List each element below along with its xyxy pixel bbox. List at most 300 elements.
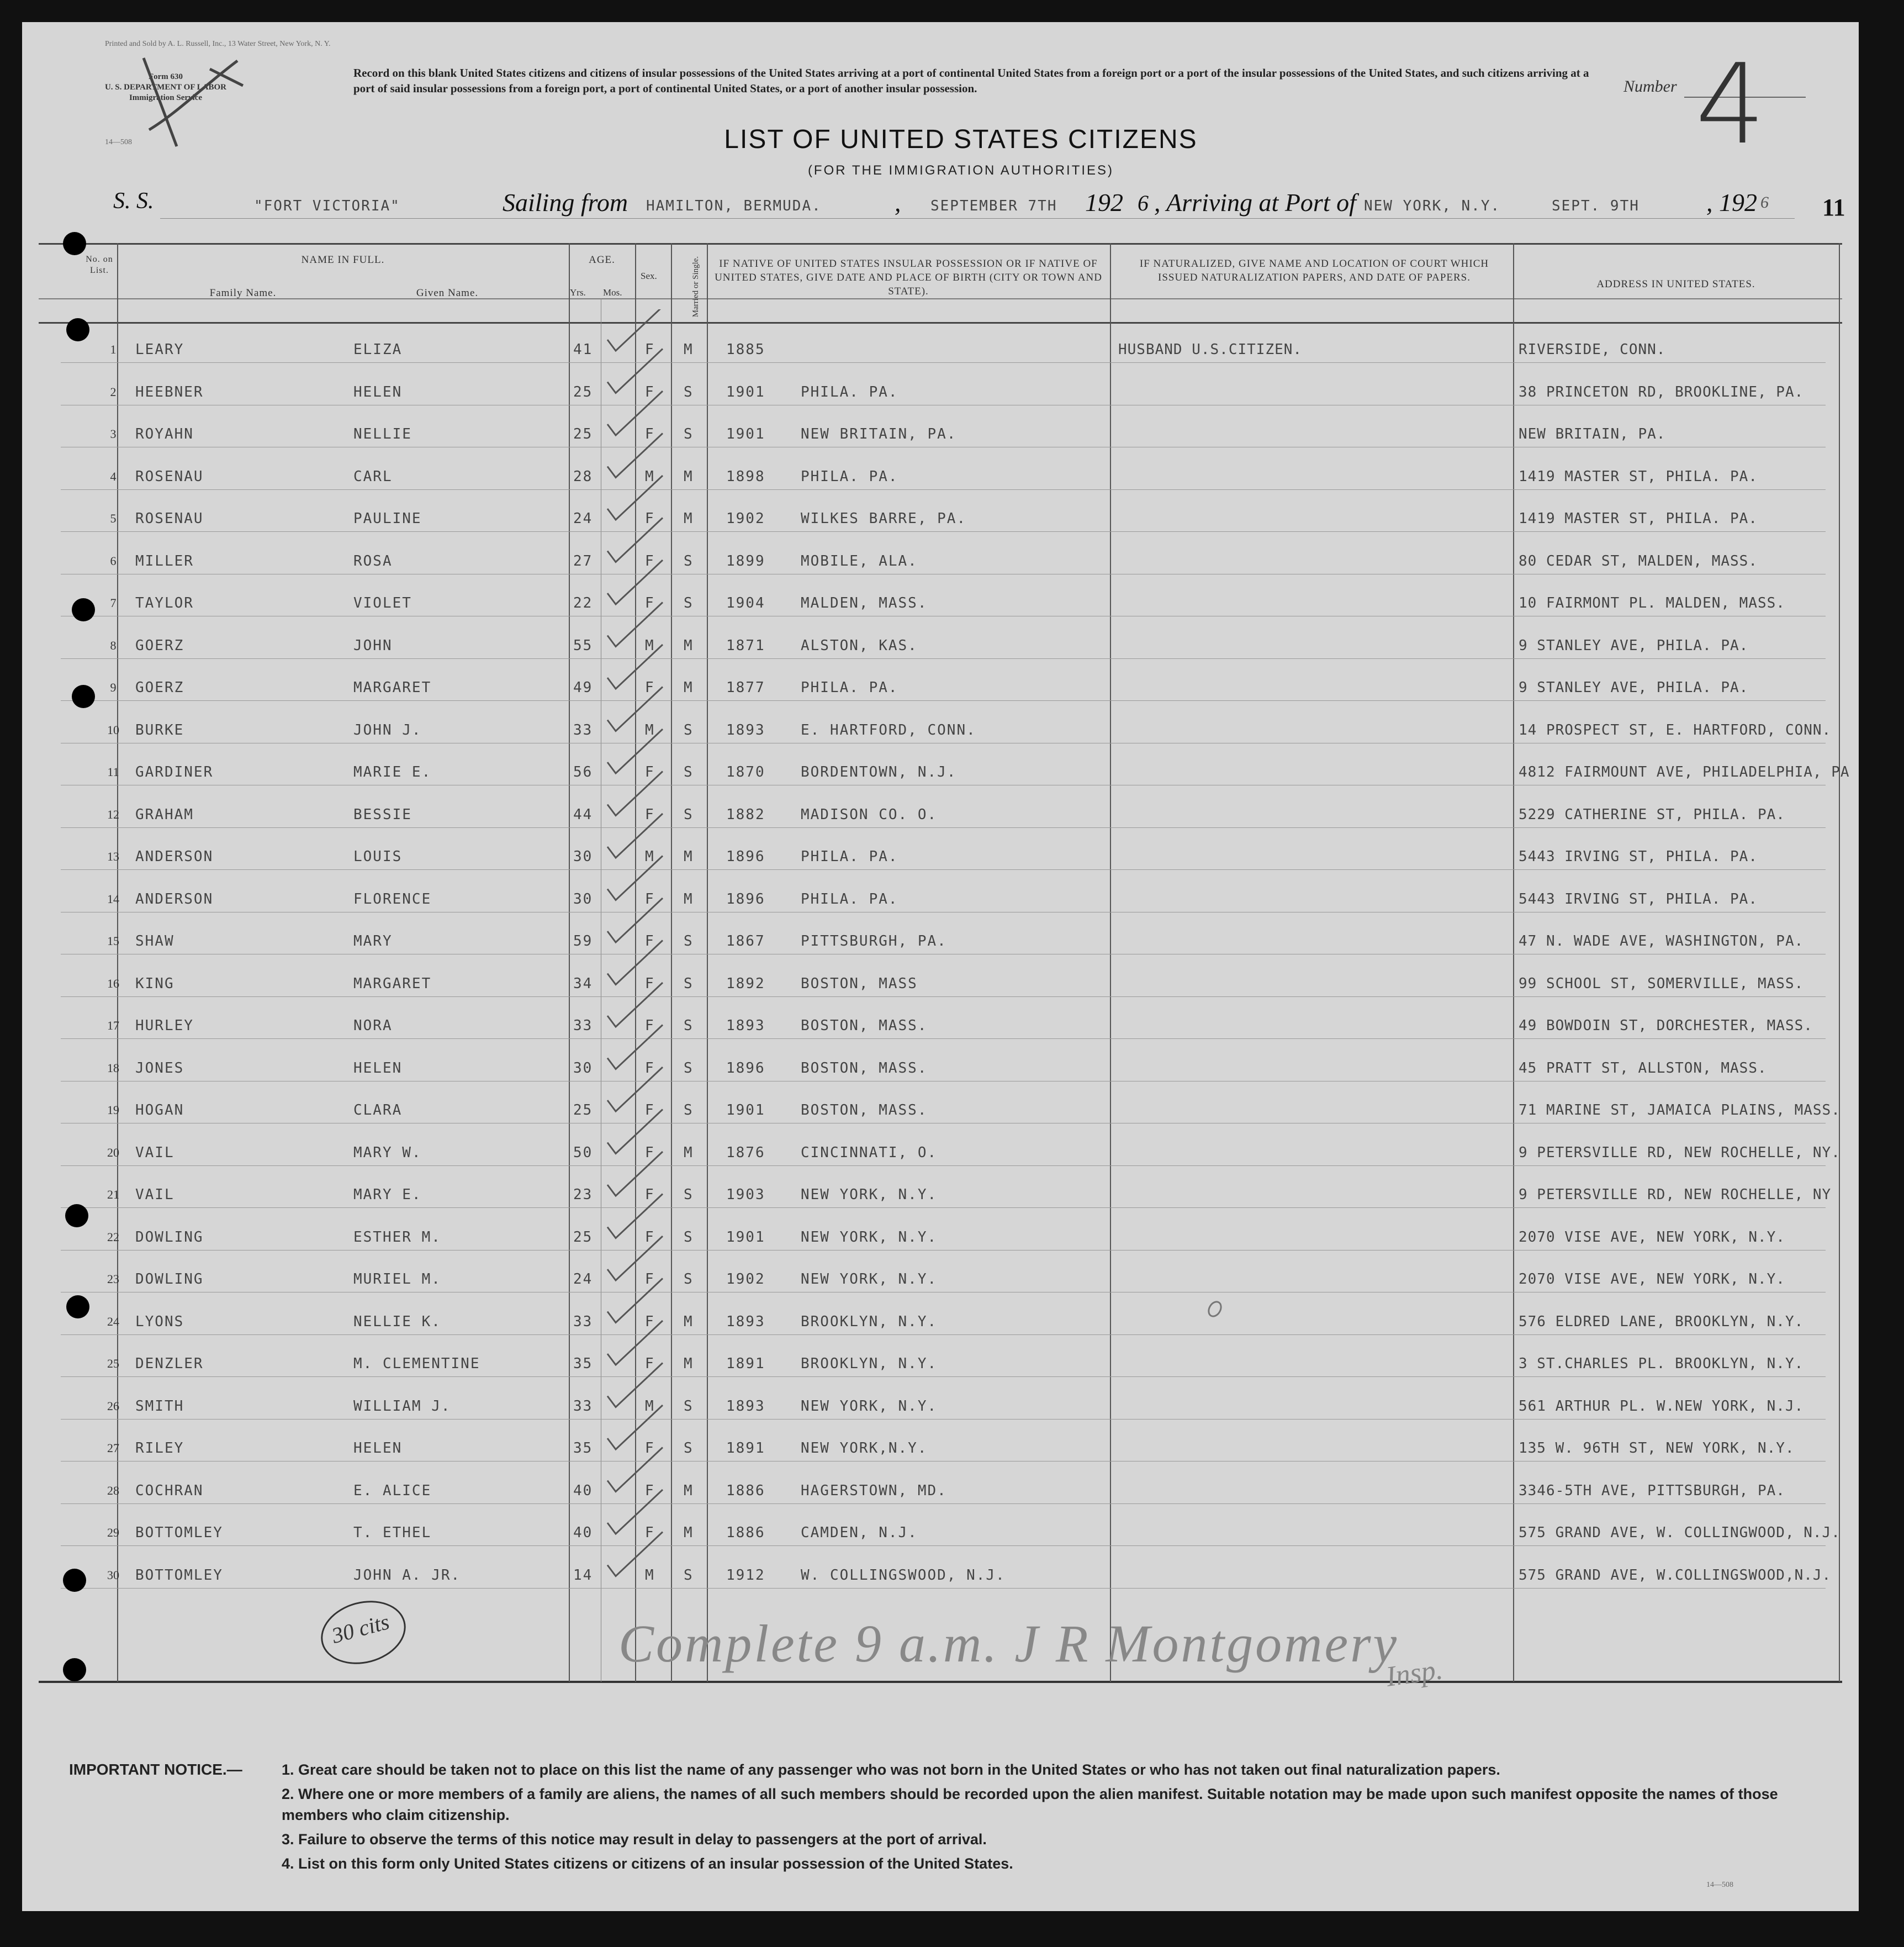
- age-years: 30: [573, 890, 593, 907]
- sailing-port: HAMILTON, BERMUDA.: [646, 198, 822, 214]
- form-code: 14—508: [105, 138, 132, 146]
- family-name: GRAHAM: [135, 806, 194, 823]
- row-number: 30: [107, 1568, 119, 1582]
- age-years: 40: [573, 1524, 593, 1541]
- sex: M: [645, 848, 655, 865]
- voyage-underline: [160, 218, 1795, 219]
- row-divider: [61, 1165, 1826, 1166]
- inspector-signature: Complete 9 a.m. J R Montgomery: [618, 1614, 1399, 1673]
- family-name: LEARY: [135, 341, 184, 358]
- family-name: JONES: [135, 1059, 184, 1077]
- birth-place: PITTSBURGH, PA.: [801, 933, 947, 949]
- family-name: BURKE: [135, 721, 184, 738]
- birth-year: 1892: [726, 975, 765, 992]
- birth-place: BOSTON, MASS.: [801, 1102, 928, 1118]
- row-number: 19: [107, 1103, 119, 1117]
- address: 3 ST.CHARLES PL. BROOKLYN, N.Y.: [1519, 1355, 1804, 1372]
- birth-year: 1901: [726, 383, 765, 400]
- birth-year: 1891: [726, 1355, 765, 1372]
- punch-hole: [66, 1295, 89, 1318]
- row-number: 25: [107, 1357, 119, 1370]
- birth-year: 1912: [726, 1566, 765, 1584]
- header-bottom-border: [39, 322, 1842, 324]
- arrival-port: NEW YORK, N.Y.: [1364, 198, 1501, 214]
- birth-year: 1896: [726, 1059, 765, 1077]
- sex: F: [645, 764, 655, 780]
- family-name: MILLER: [135, 552, 194, 569]
- address: 2070 VISE AVE, NEW YORK, N.Y.: [1519, 1271, 1785, 1288]
- given-name: JOHN A. JR.: [353, 1566, 461, 1584]
- row-number: 21: [107, 1188, 119, 1201]
- age-years: 40: [573, 1482, 593, 1499]
- birth-place: BROOKLYN, N.Y.: [801, 1313, 938, 1330]
- col-header-given: Given Name.: [416, 287, 479, 299]
- address: 14 PROSPECT ST, E. HARTFORD, CONN.: [1519, 721, 1832, 738]
- inspector-title: Insp.: [1384, 1654, 1445, 1693]
- sex: F: [645, 933, 655, 949]
- marital-status: S: [684, 595, 694, 611]
- birth-year: 1870: [726, 764, 765, 780]
- marital-status: M: [684, 1482, 694, 1499]
- address: 45 PRATT ST, ALLSTON, MASS.: [1519, 1059, 1767, 1077]
- count-note: 30 cits: [329, 1609, 392, 1648]
- birth-place: W. COLLINGSWOOD, N.J.: [801, 1566, 1006, 1584]
- birth-place: PHILA. PA.: [801, 890, 898, 907]
- given-name: CARL: [353, 468, 393, 485]
- arriving-label: , Arriving at Port of: [1154, 188, 1356, 217]
- manifest-page: [22, 22, 1859, 1911]
- page-subtitle: (FOR THE IMMIGRATION AUTHORITIES): [807, 163, 1114, 178]
- row-number: 10: [107, 722, 119, 737]
- marital-status: S: [684, 1271, 694, 1288]
- checkmark: [607, 1236, 663, 1280]
- age-years: 25: [573, 383, 593, 400]
- sex: F: [645, 975, 655, 992]
- row-number: 5: [110, 511, 117, 525]
- family-name: ROSENAU: [135, 468, 204, 485]
- sex: F: [645, 1271, 655, 1288]
- given-name: BESSIE: [353, 806, 412, 823]
- age-years: 55: [573, 637, 593, 654]
- family-name: HURLEY: [135, 1017, 194, 1034]
- row-number: 4: [110, 469, 117, 483]
- birth-year: 1899: [726, 552, 765, 569]
- col-header-age: AGE.: [589, 254, 615, 266]
- marital-status: M: [684, 1313, 694, 1330]
- address: 9 PETERSVILLE RD, NEW ROCHELLE, NY: [1519, 1186, 1832, 1203]
- row-divider: [61, 1334, 1826, 1335]
- given-name: HELEN: [353, 383, 403, 400]
- address: 5443 IRVING ST, PHILA. PA.: [1519, 890, 1758, 907]
- sailing-year-prefix: 192: [1085, 188, 1123, 217]
- address: RIVERSIDE, CONN.: [1519, 341, 1666, 358]
- marital-status: S: [684, 383, 694, 400]
- sex: F: [645, 510, 655, 527]
- arrival-year: , 192: [1706, 188, 1757, 217]
- sex: F: [645, 383, 655, 400]
- address: 49 BOWDOIN ST, DORCHESTER, MASS.: [1519, 1017, 1813, 1034]
- checkmark: [607, 1025, 663, 1069]
- birth-place: NEW YORK, N.Y.: [801, 1397, 938, 1415]
- birth-place: NEW YORK, N.Y.: [801, 1228, 938, 1246]
- checkmark: [607, 772, 663, 816]
- row-number: 23: [107, 1272, 119, 1286]
- checkmark: [607, 1152, 663, 1196]
- family-name: GARDINER: [135, 764, 214, 780]
- marital-status: M: [684, 341, 694, 358]
- row-divider: [61, 1376, 1826, 1377]
- row-divider: [61, 658, 1826, 659]
- row-number: 22: [107, 1230, 119, 1244]
- birth-year: 1876: [726, 1144, 765, 1161]
- birth-place: MADISON CO. O.: [801, 806, 938, 823]
- checkmark: [607, 1321, 663, 1365]
- age-years: 41: [573, 341, 593, 358]
- checkmark: [607, 941, 663, 985]
- sex: F: [645, 1017, 655, 1034]
- row-number: 29: [107, 1526, 119, 1539]
- sex: F: [645, 341, 655, 358]
- birth-year: 1893: [726, 721, 765, 738]
- sailing-date: SEPTEMBER 7TH: [930, 198, 1057, 214]
- checkmark: [607, 1405, 663, 1449]
- address: 38 PRINCETON RD, BROOKLINE, PA.: [1519, 383, 1804, 400]
- checkmark: [607, 391, 663, 435]
- row-number: 18: [107, 1060, 119, 1075]
- arrival-year-suffix: 6: [1760, 193, 1769, 212]
- family-name: ANDERSON: [135, 848, 214, 865]
- age-years: 33: [573, 1017, 593, 1034]
- marital-status: S: [684, 1186, 694, 1203]
- birth-year: 1893: [726, 1313, 765, 1330]
- birth-year: 1903: [726, 1186, 765, 1203]
- row-number: 27: [107, 1441, 119, 1455]
- given-name: MARY E.: [353, 1186, 422, 1203]
- row-number: 3: [110, 427, 117, 441]
- sex: F: [645, 1524, 655, 1541]
- col-header-mos: Mos.: [603, 287, 622, 298]
- age-years: 35: [573, 1440, 593, 1457]
- address: 4812 FAIRMOUNT AVE, PHILADELPHIA, PA: [1519, 764, 1850, 780]
- marital-status: M: [684, 510, 694, 527]
- address: 1419 MASTER ST, PHILA. PA.: [1519, 510, 1758, 527]
- given-name: CLARA: [353, 1102, 403, 1118]
- age-years: 25: [573, 1102, 593, 1118]
- given-name: FLORENCE: [353, 890, 432, 907]
- punch-hole: [66, 318, 89, 341]
- birth-place: NEW BRITAIN, PA.: [801, 426, 957, 442]
- family-name: DOWLING: [135, 1271, 204, 1288]
- birth-place: NEW YORK, N.Y.: [801, 1186, 938, 1203]
- sex: M: [645, 1566, 655, 1584]
- age-years: 50: [573, 1144, 593, 1161]
- marital-status: M: [684, 1355, 694, 1372]
- punch-hole: [63, 1569, 86, 1592]
- sex: F: [645, 1059, 655, 1077]
- checkmark: [607, 814, 663, 858]
- age-years: 25: [573, 426, 593, 442]
- birth-year: 1886: [726, 1524, 765, 1541]
- address: 576 ELDRED LANE, BROOKLYN, N.Y.: [1519, 1313, 1804, 1330]
- family-name: DENZLER: [135, 1355, 204, 1372]
- marital-status: S: [684, 1059, 694, 1077]
- row-number: 13: [107, 849, 119, 863]
- birth-place: WILKES BARRE, PA.: [801, 510, 967, 527]
- notice-item-1: 1. Great care should be taken not to place on this list the name of any passenger who was not born in the United States or who has not taken out final naturalization papers.: [282, 1761, 1500, 1778]
- marital-status: M: [684, 1524, 694, 1541]
- marital-status: S: [684, 975, 694, 992]
- row-divider: [61, 827, 1826, 828]
- row-number: 20: [107, 1145, 119, 1159]
- punch-hole: [72, 685, 95, 708]
- sex: F: [645, 426, 655, 442]
- given-name: WILLIAM J.: [353, 1397, 451, 1415]
- ss-label: S. S.: [113, 188, 154, 214]
- checkmark: [607, 1194, 663, 1238]
- given-name: HELEN: [353, 1059, 403, 1077]
- number-value: 4: [1695, 40, 1766, 169]
- age-years: 23: [573, 1186, 593, 1203]
- marital-status: M: [684, 848, 694, 865]
- birth-year: 1886: [726, 1482, 765, 1499]
- footer-form-code: 14—508: [1706, 1881, 1733, 1889]
- given-name: MARY: [353, 933, 393, 949]
- table-top-border: [39, 243, 1842, 245]
- birth-year: 1902: [726, 510, 765, 527]
- marital-status: M: [684, 637, 694, 654]
- marital-status: S: [684, 1397, 694, 1415]
- age-years: 35: [573, 1355, 593, 1372]
- family-name: KING: [135, 975, 174, 992]
- marital-status: S: [684, 764, 694, 780]
- address: 2070 VISE AVE, NEW YORK, N.Y.: [1519, 1228, 1785, 1246]
- sex: F: [645, 1102, 655, 1118]
- family-name: LYONS: [135, 1313, 184, 1330]
- sex: F: [645, 1355, 655, 1372]
- address: 561 ARTHUR PL. W.NEW YORK, N.J.: [1519, 1397, 1804, 1415]
- birth-year: 1877: [726, 679, 765, 696]
- birth-year: 1882: [726, 806, 765, 823]
- naturalization: HUSBAND U.S.CITIZEN.: [1118, 341, 1303, 358]
- checkmark: [607, 560, 663, 604]
- marital-status: S: [684, 806, 694, 823]
- birth-place: MOBILE, ALA.: [801, 552, 918, 569]
- sex: F: [645, 1313, 655, 1330]
- given-name: PAULINE: [353, 510, 422, 527]
- marital-status: S: [684, 552, 694, 569]
- given-name: JOHN: [353, 637, 393, 654]
- given-name: VIOLET: [353, 595, 412, 611]
- service-name: Immigration Service: [129, 93, 203, 102]
- birth-year: 1898: [726, 468, 765, 485]
- age-years: 22: [573, 595, 593, 611]
- row-divider: [61, 362, 1826, 363]
- birth-year: 1885: [726, 341, 765, 358]
- age-years: 44: [573, 806, 593, 823]
- punch-hole: [65, 1204, 88, 1227]
- given-name: ROSA: [353, 552, 393, 569]
- handwritten-x-mark: [127, 47, 254, 157]
- address: 5229 CATHERINE ST, PHILA. PA.: [1519, 806, 1785, 823]
- given-name: NORA: [353, 1017, 393, 1034]
- address: 99 SCHOOL ST, SOMERVILLE, MASS.: [1519, 975, 1804, 992]
- department-name: U. S. DEPARTMENT OF LABOR: [104, 83, 227, 92]
- age-years: 24: [573, 510, 593, 527]
- row-divider: [61, 1207, 1826, 1208]
- family-name: TAYLOR: [135, 595, 194, 611]
- birth-place: E. HARTFORD, CONN.: [801, 721, 976, 738]
- age-years: 33: [573, 1313, 593, 1330]
- age-years: 25: [573, 1228, 593, 1246]
- address: 575 GRAND AVE, W. COLLINGWOOD, N.J.: [1519, 1524, 1840, 1541]
- age-years: 30: [573, 1059, 593, 1077]
- address: NEW BRITAIN, PA.: [1519, 426, 1666, 442]
- sailing-year-suffix: 6: [1138, 191, 1149, 215]
- marital-status: S: [684, 1228, 694, 1246]
- address: 10 FAIRMONT PL. MALDEN, MASS.: [1519, 595, 1785, 611]
- birth-place: PHILA. PA.: [801, 679, 898, 696]
- checkmark: [607, 1532, 663, 1576]
- row-divider: [61, 700, 1826, 701]
- row-divider: [61, 1545, 1826, 1546]
- given-name: JOHN J.: [353, 721, 422, 738]
- address: 9 STANLEY AVE, PHILA. PA.: [1519, 637, 1749, 654]
- age-years: 59: [573, 933, 593, 949]
- marital-status: S: [684, 721, 694, 738]
- birth-place: BORDENTOWN, N.J.: [801, 764, 957, 780]
- col-divider-name: [569, 243, 570, 1682]
- family-name: HOGAN: [135, 1102, 184, 1118]
- row-number: 12: [107, 807, 119, 821]
- age-years: 24: [573, 1271, 593, 1288]
- family-name: BOTTOMLEY: [135, 1524, 223, 1541]
- marital-status: S: [684, 426, 694, 442]
- marital-status: S: [684, 933, 694, 949]
- row-number: 2: [110, 384, 117, 399]
- marital-status: M: [684, 890, 694, 907]
- checkmark: [607, 983, 663, 1027]
- family-name: ROSENAU: [135, 510, 204, 527]
- col-header-name-in-full: NAME IN FULL.: [301, 254, 385, 266]
- sex: M: [645, 721, 655, 738]
- col-header-married: Married or Single.: [691, 256, 700, 318]
- birth-place: BOSTON, MASS: [801, 975, 918, 992]
- punch-hole: [72, 598, 95, 621]
- marital-status: M: [684, 679, 694, 696]
- age-years: 33: [573, 1397, 593, 1415]
- given-name: NELLIE: [353, 426, 412, 442]
- row-number: 17: [107, 1019, 119, 1032]
- sex: F: [645, 1186, 655, 1203]
- checkmark: [607, 1279, 663, 1323]
- checkmark: [607, 518, 663, 562]
- col-header-birth: IF NATIVE OF UNITED STATES INSULAR POSSESSION OR IF NATIVE OF UNITED STATES, GIVE DATE AND PLACE OF BIRTH (CITY OR TOWN AND STATE).: [715, 258, 1102, 297]
- marital-status: S: [684, 1440, 694, 1457]
- checkmark: [607, 603, 663, 647]
- page-number: 11: [1822, 194, 1845, 221]
- row-divider: [61, 1503, 1826, 1504]
- col-header-sex: Sex.: [641, 271, 657, 281]
- checkmark: [607, 687, 663, 731]
- checkmark: [607, 476, 663, 520]
- address: 9 PETERSVILLE RD, NEW ROCHELLE, NY.: [1519, 1144, 1840, 1161]
- sex: F: [645, 595, 655, 611]
- family-name: RILEY: [135, 1440, 184, 1457]
- family-name: VAIL: [135, 1186, 174, 1203]
- form-number: Form 630: [148, 72, 183, 81]
- checkmark: [607, 1110, 663, 1154]
- sex: F: [645, 1482, 655, 1499]
- age-years: 14: [573, 1566, 593, 1584]
- sex: F: [645, 806, 655, 823]
- table-bottom-border: [39, 1681, 1842, 1683]
- family-name: SMITH: [135, 1397, 184, 1415]
- checkmark: [607, 645, 663, 689]
- given-name: ELIZA: [353, 341, 403, 358]
- age-years: 27: [573, 552, 593, 569]
- address: 575 GRAND AVE, W.COLLINGSWOOD,N.J.: [1519, 1566, 1832, 1584]
- birth-place: PHILA. PA.: [801, 383, 898, 400]
- age-years: 28: [573, 468, 593, 485]
- checkmark: [607, 1067, 663, 1111]
- family-name: GOERZ: [135, 637, 184, 654]
- family-name: SHAW: [135, 933, 174, 949]
- row-number: 1: [110, 342, 117, 356]
- col-header-yrs: Yrs.: [570, 287, 586, 298]
- sex: F: [645, 1228, 655, 1246]
- row-number: 9: [110, 680, 117, 694]
- marital-status: S: [684, 1566, 694, 1584]
- col-header-family: Family Name.: [209, 287, 277, 299]
- sex: F: [645, 890, 655, 907]
- col-divider-address: [1839, 243, 1840, 1682]
- given-name: MARY W.: [353, 1144, 422, 1161]
- row-number: 8: [110, 638, 117, 652]
- col-divider-birth: [1110, 243, 1111, 1682]
- notice-items: [282, 1759, 1828, 1874]
- checkmark: [607, 729, 663, 773]
- checkmark: [607, 898, 663, 942]
- family-name: BOTTOMLEY: [135, 1566, 223, 1584]
- row-number: 24: [107, 1314, 119, 1328]
- given-name: MARIE E.: [353, 764, 432, 780]
- birth-year: 1871: [726, 637, 765, 654]
- birth-year: 1901: [726, 426, 765, 442]
- checkmark: [607, 856, 663, 900]
- address: 5443 IRVING ST, PHILA. PA.: [1519, 848, 1758, 865]
- marital-status: M: [684, 1144, 694, 1161]
- sailing-comma: ,: [895, 188, 901, 217]
- family-name: DOWLING: [135, 1228, 204, 1246]
- row-divider: [61, 489, 1826, 490]
- punch-hole: [63, 232, 86, 255]
- row-number: 26: [107, 1399, 119, 1413]
- row-divider: [61, 531, 1826, 532]
- checkmark: [607, 1490, 663, 1534]
- age-years: 56: [573, 764, 593, 780]
- birth-place: BROOKLYN, N.Y.: [801, 1355, 938, 1372]
- row-divider: [61, 869, 1826, 870]
- birth-place: MALDEN, MASS.: [801, 595, 928, 611]
- age-years: 49: [573, 679, 593, 696]
- col-header-naturalized: IF NATURALIZED, GIVE NAME AND LOCATION OF COURT WHICH ISSUED NATURALIZATION PAPERS, AND DATE OF PAPERS.: [1139, 258, 1489, 283]
- age-years: 33: [573, 721, 593, 738]
- address: 9 STANLEY AVE, PHILA. PA.: [1519, 679, 1749, 696]
- marital-status: S: [684, 1102, 694, 1118]
- checkmarks-layer: [591, 309, 757, 1663]
- col-header-no: No. on List.: [86, 255, 113, 275]
- birth-year: 1904: [726, 595, 765, 611]
